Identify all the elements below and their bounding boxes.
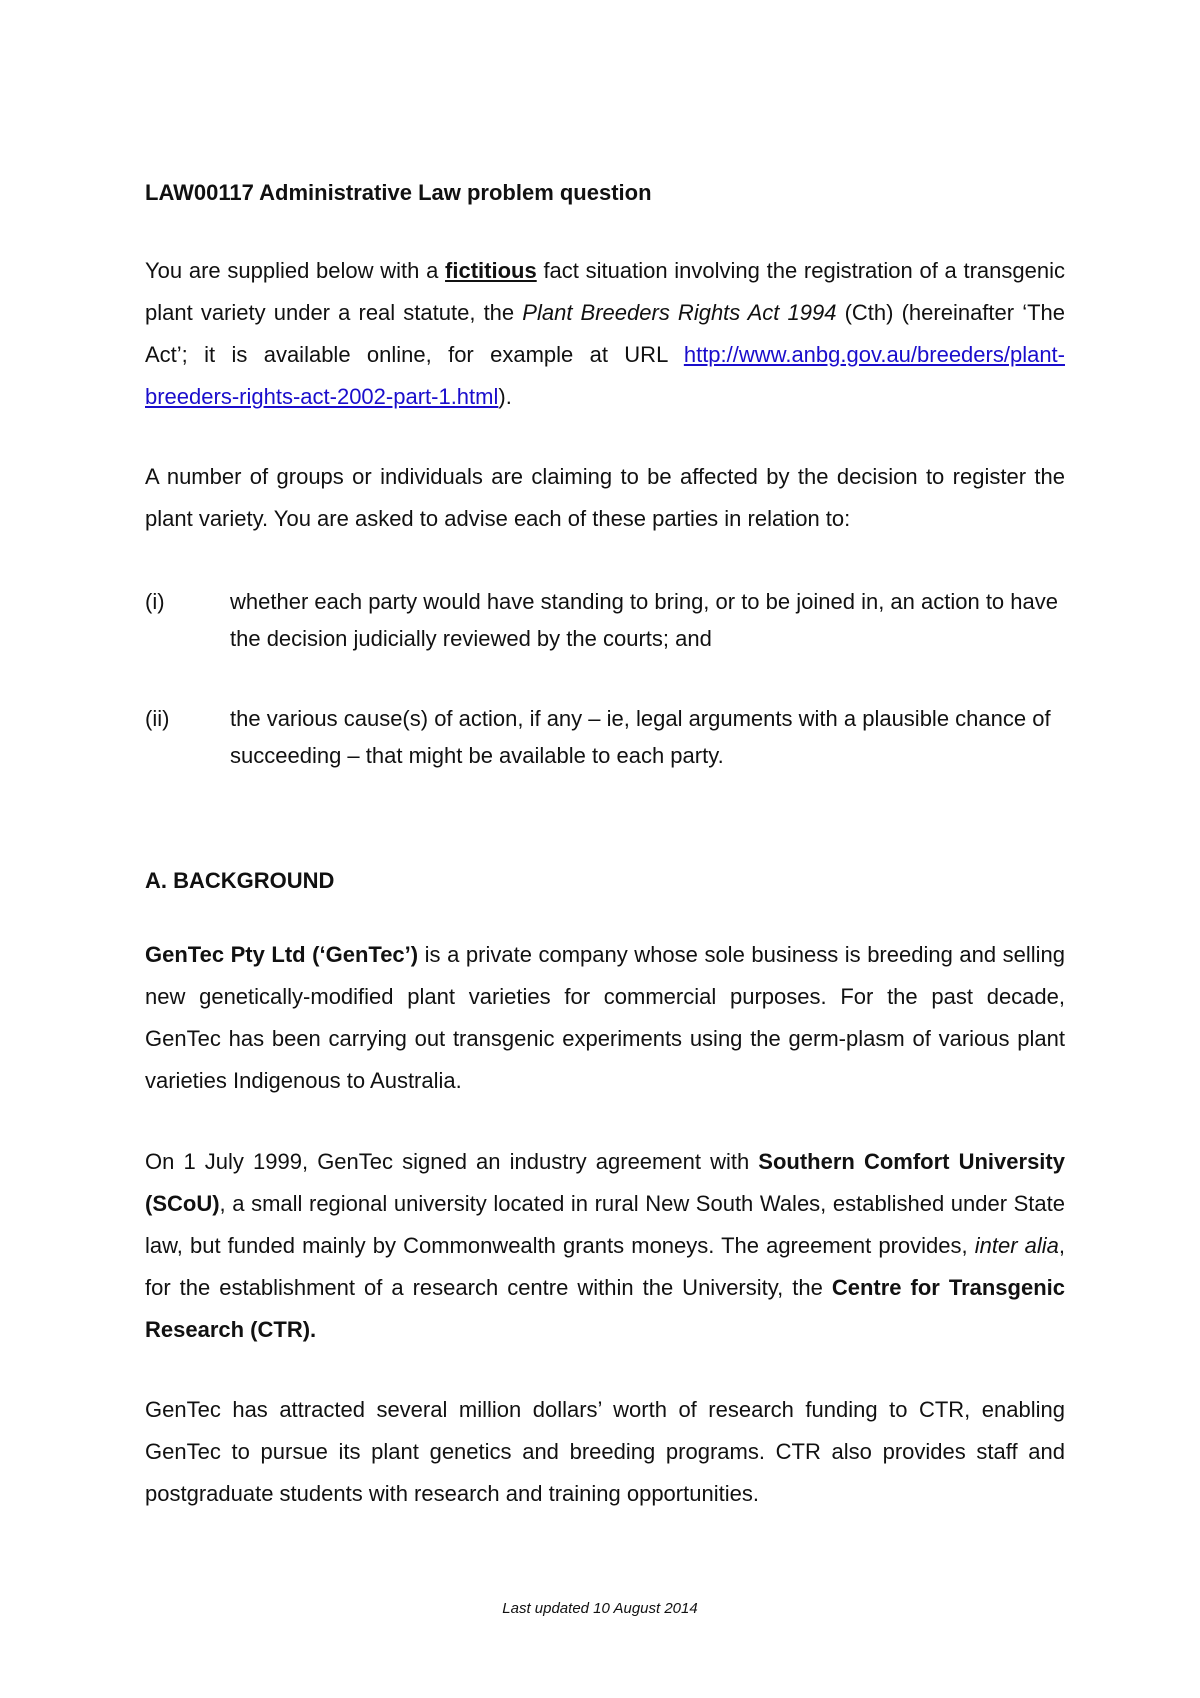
intro-paragraph bbox=[145, 250, 1065, 418]
agreement-text-3: , for the establishment of a research centre within the University, the bbox=[145, 1233, 1065, 1300]
list-item-number: (i) bbox=[145, 589, 165, 614]
gentec-paragraph bbox=[145, 934, 1065, 1102]
intro-text-2: fact situation involving the registration of a transgenic plant variety under a real statute, the bbox=[145, 258, 1065, 325]
intro-text-1: You are supplied below with a bbox=[145, 258, 446, 283]
inter-alia: inter alia bbox=[974, 1233, 1059, 1258]
section-heading: A. BACKGROUND bbox=[145, 868, 335, 893]
parties-paragraph: A number of groups or individuals are claiming to be affected by the decision to register the plant variety. You are asked to advise each of these parties in relation to: bbox=[145, 464, 1065, 531]
agreement-text-2: , a small regional university located in rural New South Wales, established under State law, but funded mainly by Commonwealth grants moneys. The agreement provides, bbox=[145, 1191, 1065, 1258]
agreement-text-1: On 1 July 1999, GenTec signed an industry agreement with bbox=[145, 1149, 759, 1174]
list-item-text: whether each party would have standing to bring, or to be joined in, an action to have the decision judicially reviewed by the courts; and bbox=[230, 589, 1058, 651]
ctr-name: Centre for Transgenic Research (CTR). bbox=[145, 1275, 1066, 1342]
gentec-name: GenTec Pty Ltd (‘GenTec’) bbox=[145, 942, 419, 967]
intro-text-3: (Cth) (hereinafter ‘The Act’; it is available online, for example at URL bbox=[145, 300, 1066, 367]
list-item-text: the various cause(s) of action, if any – ie, legal arguments with a plausible chance of succeeding – that might be available to each party. bbox=[230, 706, 1051, 768]
document-title: LAW00117 Administrative Law problem question bbox=[145, 180, 652, 205]
act-name: Plant Breeders Rights Act 1994 bbox=[522, 300, 837, 325]
gentec-text: is a private company whose sole business is breeding and selling new genetically-modified plant varieties for commercial purposes. For the past decade, GenTec has been carrying out transgenic experiments using the germ-plasm of various plant varieties Indigenous to Australia. bbox=[145, 942, 1065, 1093]
act-url-link[interactable]: http://www.anbg.gov.au/breeders/plant-breeders-rights-act-2002-part-1.html bbox=[145, 342, 1065, 409]
agreement-paragraph bbox=[145, 1141, 1065, 1351]
page-footer: Last updated 10 August 2014 bbox=[502, 1600, 698, 1617]
fictitious-emphasis: fictitious bbox=[445, 258, 537, 283]
funding-paragraph: GenTec has attracted several million dollars’ worth of research funding to CTR, enabling GenTec to pursue its plant genetics and breeding programs. CTR also provides staff and postgraduate students with research and training opportunities. bbox=[145, 1397, 1065, 1506]
list-item-number: (ii) bbox=[145, 706, 170, 731]
intro-text-4: ). bbox=[498, 384, 512, 409]
university-name: Southern Comfort University (SCoU) bbox=[145, 1149, 1065, 1216]
